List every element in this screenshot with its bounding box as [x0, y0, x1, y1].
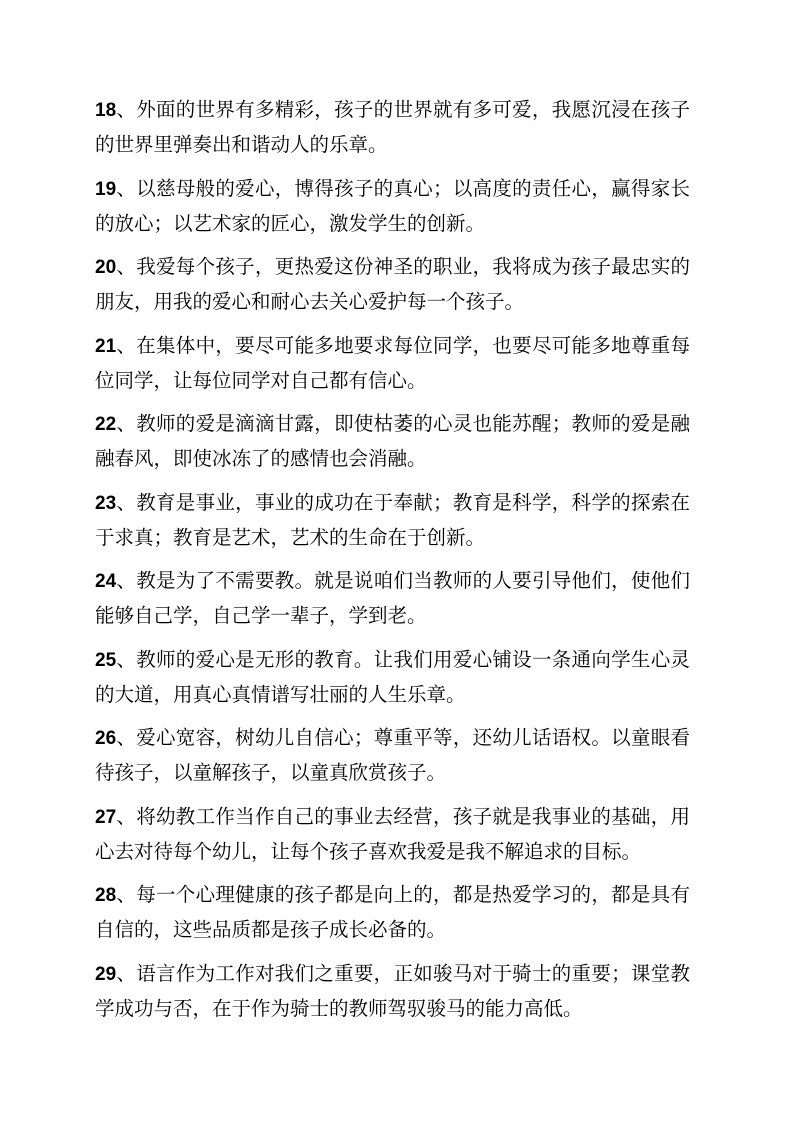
quote-number: 29 [95, 963, 117, 985]
quote-text: 、教师的爱是滴滴甘露，即使枯萎的心灵也能苏醒；教师的爱是融融春风，即使冰冻了的感情也会消融。 [95, 412, 690, 470]
quote-text: 、教育是事业，事业的成功在于奉献；教育是科学，科学的探索在于求真；教育是艺术，艺术的生命在于创新。 [95, 490, 690, 549]
quote-text: 、教是为了不需要教。就是说咱们当教师的人要引导他们，使他们能够自己学，自己学一辈子，学到老。 [95, 569, 690, 627]
quote-text: 、将幼教工作当作自己的事业去经营，孩子就是我事业的基础，用心去对待每个幼儿，让每个孩子喜欢我爱是我不解追求的目标。 [95, 804, 690, 863]
quote-number: 28 [95, 885, 117, 906]
quote-number: 27 [95, 806, 117, 828]
quote-number: 19 [95, 178, 117, 200]
quote-text: 、我爱每个孩子，更热爱这份神圣的职业，我将成为孩子最忠实的朋友，用我的爱心和耐心去关心爱护每一个孩子。 [95, 255, 690, 313]
quote-text: 、爱心宽容，树幼儿自信心；尊重平等，还幼儿话语权。以童眼看待孩子，以童解孩子，以童真欣赏孩子。 [95, 726, 690, 784]
quote-item-26 [95, 721, 690, 790]
quote-text: 、语言作为工作对我们之重要，正如骏马对于骑士的重要；课堂教学成功与否，在于作为骑士的教师驾驭骏马的能力高低。 [95, 961, 690, 1020]
quote-text: 、以慈母般的爱心，博得孩子的真心；以高度的责任心，赢得家长的放心；以艺术家的匠心，激发学生的创新。 [95, 176, 690, 235]
quote-item-18 [95, 93, 690, 162]
quote-number: 23 [95, 492, 117, 514]
quote-number: 26 [95, 728, 117, 749]
quote-item-20 [95, 250, 690, 319]
quote-number: 25 [95, 649, 117, 671]
quote-item-25 [95, 643, 690, 712]
quote-text: 、教师的爱心是无形的教育。让我们用爱心铺设一条通向学生心灵的大道，用真心真情谱写壮丽的人生乐章。 [95, 647, 690, 706]
quote-item-22 [95, 407, 690, 476]
quote-text: 、外面的世界有多精彩，孩子的世界就有多可爱，我愿沉浸在孩子的世界里弹奏出和谐动人的乐章。 [95, 98, 690, 156]
quote-number: 18 [95, 100, 117, 121]
quote-number: 22 [95, 414, 117, 435]
quote-item-24 [95, 564, 690, 633]
quote-item-27 [95, 800, 690, 869]
quote-text: 、在集体中，要尽可能多地要求每位同学，也要尽可能多地尊重每位同学，让每位同学对自己都有信心。 [95, 333, 690, 392]
quote-item-29 [95, 957, 690, 1026]
quote-number: 24 [95, 571, 117, 592]
quote-item-28 [95, 878, 690, 947]
quote-number: 20 [95, 257, 117, 278]
quote-item-19 [95, 172, 690, 241]
quote-number: 21 [95, 335, 117, 357]
quote-item-23 [95, 486, 690, 555]
quote-text: 、每一个心理健康的孩子都是向上的，都是热爱学习的，都是具有自信的，这些品质都是孩子成长必备的。 [95, 883, 690, 941]
quote-item-21 [95, 329, 690, 398]
